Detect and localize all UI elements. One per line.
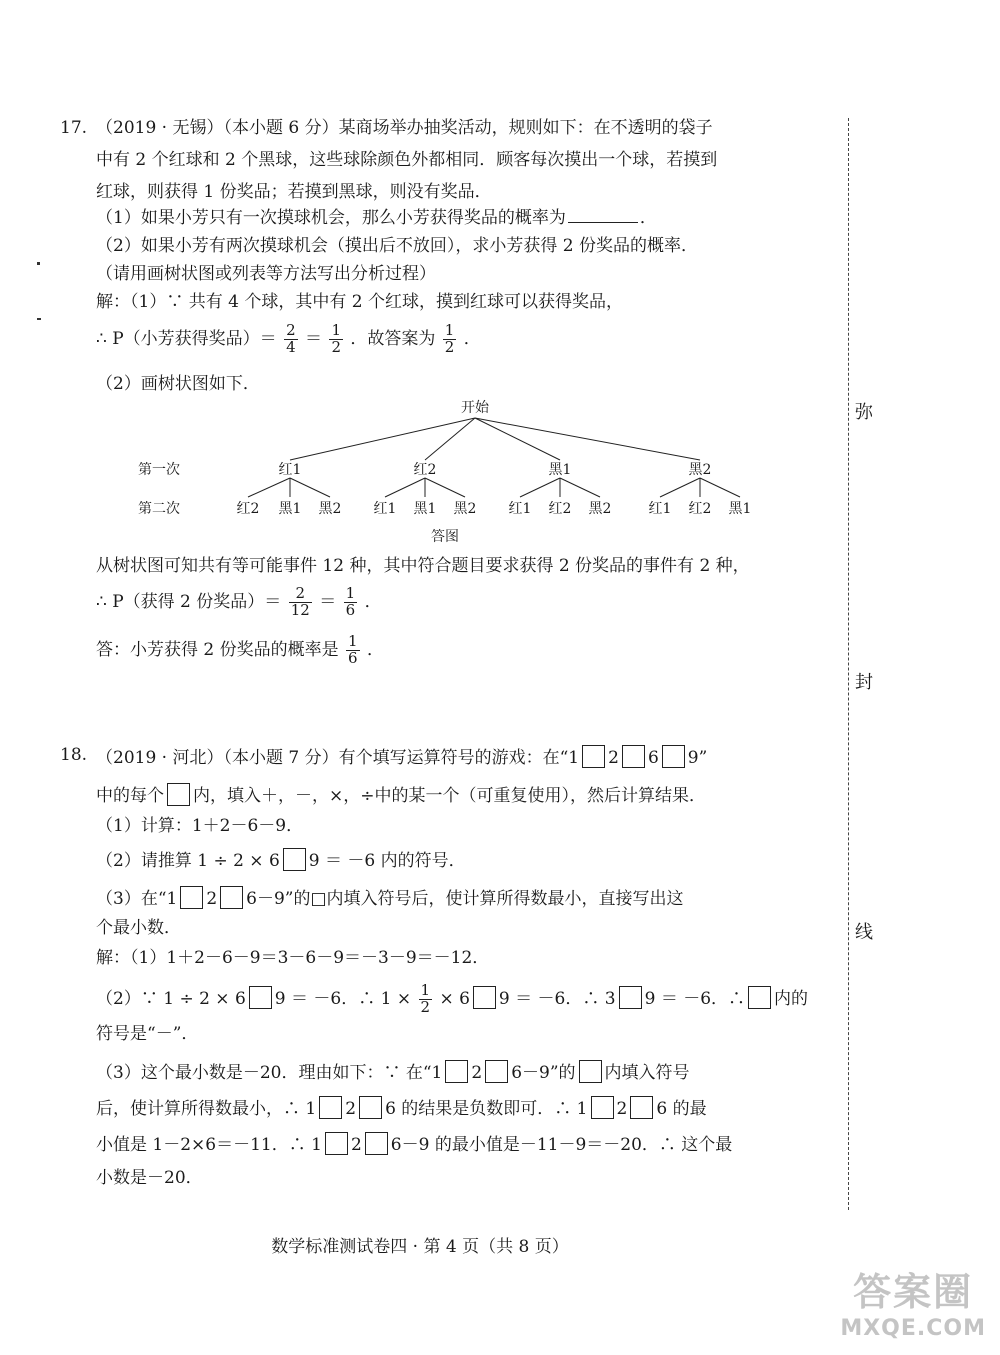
- binding-char-mi: 弥: [855, 402, 873, 423]
- q17-line3: 红球，则获得 1 份奖品；若摸到黑球，则没有奖品．: [96, 182, 492, 202]
- q18-line2: 中的每个 内，填入＋，－，×，÷中的某一个（可重复使用），然后计算结果．: [96, 783, 706, 807]
- scan-mark: [37, 318, 41, 320]
- blank-box: [473, 986, 496, 1009]
- q17-sol2: （2）画树状图如下．: [96, 374, 260, 394]
- q17-sol4: ∴ P（获得 2 份奖品）＝ $\frac{2}{12}$ ＝ $\frac{1}{6}$ ．: [96, 584, 382, 619]
- fraction: $\frac{1}{6}$: [345, 584, 356, 619]
- fraction: $\frac{1}{2}$: [331, 321, 341, 356]
- tree-leaf: 红1: [373, 501, 397, 517]
- blank-box: [283, 848, 306, 871]
- q18-s2: （2）∵ 1 ÷ 2 × 6 9 ＝ －6．∴ 1 × $\frac{1}{2}$ × 6 9 ＝ －6．∴ 3 9 ＝ －6．∴ 内的: [96, 981, 809, 1016]
- blank-box: [319, 1096, 342, 1119]
- scan-mark: [37, 262, 40, 265]
- q17-part2: （2）如果小芳有两次摸球机会（摸出后不放回），求小芳获得 2 份奖品的概率．: [96, 236, 698, 256]
- tree-leaf: 红2: [548, 501, 572, 517]
- tree-root: 开始: [461, 400, 489, 416]
- q18-p3: （3）在“1 2 6－9”的□内填入符号后，使计算所得数最小，直接写出这: [96, 886, 684, 910]
- blank-box: [167, 783, 190, 806]
- blank-box: [220, 886, 243, 909]
- q17-line2: 中有 2 个红球和 2 个黑球，这些球除颜色外都相同．顾客每次摸出一个球，若摸到: [96, 150, 718, 170]
- tree-row1-label: 第一次: [138, 462, 180, 478]
- fraction: $\frac{2}{12}$: [290, 584, 310, 619]
- tree-caption: 答图: [431, 529, 459, 545]
- tree-leaf: 黑2: [318, 501, 342, 517]
- tree-leaf: 红1: [508, 501, 532, 517]
- tree-leaf: 红2: [236, 501, 260, 517]
- q18-s3: （3）这个最小数是－20．理由如下：∵ 在“1 2 6－9”的 内填入符号: [96, 1060, 690, 1084]
- tree-diagram: [0, 390, 840, 550]
- tree-node: 红2: [413, 462, 437, 478]
- q18-number: 18.: [60, 745, 88, 765]
- blank-box: [445, 1060, 468, 1083]
- q18-head: （2019 · 河北）（本小题 7 分）有个填写运算符号的游戏：在“1 2 6 9”: [96, 745, 707, 769]
- q18-s1: 解：（1）1＋2－6－9＝3－6－9＝－3－9＝－12．: [96, 948, 490, 968]
- fraction: $\frac{1}{6}$: [348, 632, 358, 667]
- blank-box: [365, 1132, 388, 1155]
- blank-box: [748, 986, 771, 1009]
- blank-box: [619, 986, 642, 1009]
- page-footer: 数学标准测试卷四 · 第 4 页（共 8 页）: [271, 1237, 569, 1257]
- blank-box: [662, 745, 685, 768]
- q17-head: （2019 · 无锡）（本小题 6 分）某商场举办抽奖活动，规则如下：在不透明的袋子: [96, 118, 713, 138]
- q17-part1: （1）如果小芳只有一次摸球机会，那么小芳获得奖品的概率为 ．: [96, 208, 657, 228]
- q18-p3c: 个最小数．: [96, 918, 181, 938]
- tree-node: 红1: [278, 462, 302, 478]
- q17-part2b: （请用画树状图或列表等方法写出分析过程）: [96, 264, 436, 284]
- q17-answer: 答：小芳获得 2 份奖品的概率是 $\frac{1}{6}$ ．: [96, 632, 384, 667]
- tree-leaf: 红2: [688, 501, 712, 517]
- blank-box: [325, 1132, 348, 1155]
- tree-leaf: 红1: [648, 501, 672, 517]
- q17-number: 17.: [60, 118, 88, 138]
- blank-box: [591, 1096, 614, 1119]
- blank-box: [622, 745, 645, 768]
- q17-sol3: 从树状图可知共有等可能事件 12 种，其中符合题目要求获得 2 份奖品的事件有 2 种，: [96, 556, 750, 576]
- blank-box: [485, 1060, 508, 1083]
- blank-box: [579, 1060, 602, 1083]
- q18-s4: 后，使计算所得数最小，∴ 1 2 6 的结果是负数即可．∴ 1 2 6 的最: [96, 1096, 707, 1120]
- tree-node: 黑1: [548, 462, 572, 478]
- q18-p1: （1）计算：1＋2－6－9．: [96, 816, 304, 836]
- tree-leaf: 黑1: [728, 501, 752, 517]
- tree-leaf: 黑1: [278, 501, 302, 517]
- q18-p2: （2）请推算 1 ÷ 2 × 6 9 ＝ －6 内的符号．: [96, 848, 466, 872]
- fraction: $\frac{1}{2}$: [444, 321, 455, 356]
- tree-leaf: 黑2: [453, 501, 477, 517]
- binding-char-feng: 封: [855, 672, 873, 693]
- tree-node: 黑2: [688, 462, 712, 478]
- blank-box: [180, 886, 203, 909]
- q17-sol1: 解：（1）∵ 共有 4 个球，其中有 2 个红球，摸到红球可以获得奖品，: [96, 292, 623, 312]
- q17-sol1b: ∴ P（小芳获得奖品）＝ $\frac{2}{4}$ ＝ $\frac{1}{2}$ ．故答案为 $\frac{1}{2}$ ．: [96, 321, 481, 356]
- binding-char-xian: 线: [855, 922, 873, 943]
- binding-dashed-line: [848, 118, 849, 1210]
- tree-leaf: 黑1: [413, 501, 437, 517]
- blank-box: [582, 745, 605, 768]
- blank-box: [359, 1096, 382, 1119]
- blank-box: [249, 986, 272, 1009]
- fraction: $\frac{1}{2}$: [420, 981, 431, 1016]
- tree-leaf: 黑2: [588, 501, 612, 517]
- answer-blank: [568, 208, 638, 223]
- q18-s2g: 符号是“－”．: [96, 1024, 199, 1044]
- fraction: $\frac{2}{4}$: [286, 321, 296, 356]
- blank-box: [630, 1096, 653, 1119]
- q18-s6: 小数是－20．: [96, 1168, 203, 1188]
- watermark-logo: 答案圈 MXQE.COM: [840, 1270, 986, 1341]
- tree-row2-label: 第二次: [138, 501, 180, 517]
- q18-s5: 小值是 1－2×6＝－11．∴ 1 2 6－9 的最小值是－11－9＝－20．∴ 这个最: [96, 1132, 732, 1156]
